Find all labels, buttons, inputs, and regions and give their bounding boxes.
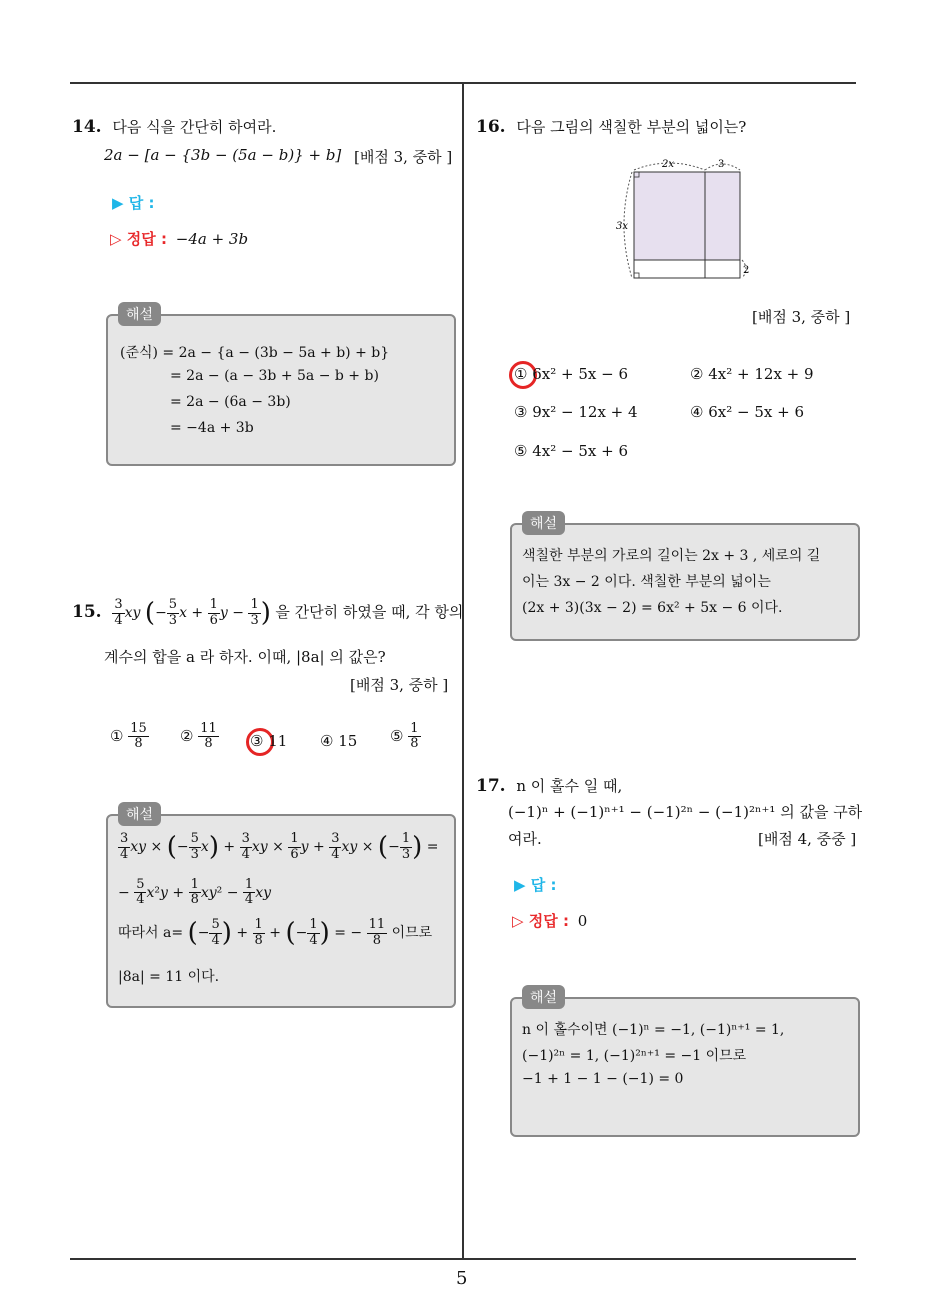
q17-header [476,775,622,796]
q15-prompt-line2: 계수의 합을 a 라 하자. 이때, |8a| 의 값은? [104,648,386,666]
q17-solution-tag: 해설 [522,985,565,1009]
q16-figure [612,152,762,282]
q17-expression: (−1)ⁿ + (−1)ⁿ⁺¹ − (−1)²ⁿ − (−1)²ⁿ⁺¹ 의 값을 구하 [508,803,863,821]
q14-prompt: 다음 식을 간단히 하여라. [112,118,277,136]
q16-label-2x: 2x [662,159,675,170]
q14-correct-value: −4a + 3b [175,230,249,248]
q15-number: 15. [72,602,102,622]
q16-solution-line-2: 이는 3x − 2 이다. 색칠한 부분의 넓이는 [522,574,771,590]
q17-solution-line-3: −1 + 1 − 1 − (−1) = 0 [522,1071,684,1087]
q17-number: 17. [476,776,506,796]
q17-solution-line-1: n 이 홀수이면 (−1)ⁿ = −1, (−1)ⁿ⁺¹ = 1, [522,1022,785,1038]
q15-solution-tag: 해설 [118,802,161,826]
q15-solution-line-4: |8a| = 11 이다. [118,969,220,985]
q16-label-3x: 3x [616,221,629,232]
q16-solution-line-1: 색칠한 부분의 가로의 길이는 2x + 3 , 세로의 길 [522,548,821,564]
q14-solution-line-3: = 2a − (6a − 3b) [170,394,291,410]
q14-solution-line-1: (준식) = 2a − {a − (3b − 5a + b) + b} [120,345,390,361]
q14-answer-label: ▶ 답 : [112,194,155,212]
q15-choice-3[interactable]: ③ 11 [250,732,288,750]
q17-solution-line-2: (−1)²ⁿ = 1, (−1)²ⁿ⁺¹ = −1 이므로 [522,1048,747,1064]
q15-solution-line-1: $\frac{3}{4}$ xy × (− $\frac{5}{3}$ x) + $\frac{3}{4}$ xy × $\frac{1}{6}$ y + $\frac{3}{4}$ xy × (− $\frac{1}{3}$ ) = [120,831,439,862]
q16-shaded-region [634,172,740,260]
q16-prompt: 다음 그림의 색칠한 부분의 넓이는? [516,118,747,136]
q17-prompt-line3: 여라. [508,830,542,848]
q17-answer-label: ▶ 답 : [514,876,557,894]
q14-expression: 2a − [a − {3b − (5a − b)} + b] [104,146,342,164]
q16-choice-2[interactable]: ② 4x² + 12x + 9 [690,365,814,383]
q15-choice-5[interactable]: ⑤ $\frac{1}{8}$ [390,721,419,752]
q16-header [476,116,746,137]
q14-solution-box [106,314,456,466]
q16-choice-3[interactable]: ③ 9x² − 12x + 4 [514,403,638,421]
q16-choice-1[interactable]: ① 6x² + 5x − 6 [514,365,629,383]
q16-choice-4[interactable]: ④ 6x² − 5x + 6 [690,403,805,421]
page-number: 5 [456,1268,468,1289]
q16-label-2: 2 [743,265,750,276]
q17-prompt: n 이 홀수 일 때, [516,777,623,795]
q17-meta: [배점 4, 중중 ] [758,830,857,848]
q15-choice-2[interactable]: ② $\frac{11}{8}$ [180,721,217,752]
q15-solution-line-3: 따라서 a= (− $\frac{5}{4}$ ) + $\frac{1}{8}$ + (− $\frac{1}{4}$ ) = − $\frac{11}{8}$ 이므로 [118,917,433,948]
q17-correct-value: 0 [577,912,588,930]
q16-label-3: 3 [718,159,725,170]
q15-choice-4[interactable]: ④ 15 [320,732,358,750]
q14-solution-line-4: = −4a + 3b [170,420,254,436]
q16-meta: [배점 3, 중하 ] [752,308,851,326]
column-divider [462,84,464,1260]
q16-number: 16. [476,117,506,137]
q14-header [72,116,276,137]
q17-correct [512,910,587,931]
q17-correct-label: ▷ 정답 : [512,912,569,930]
q16-choice-5[interactable]: ⑤ 4x² − 5x + 6 [514,442,629,460]
q15-prompt: 을 간단히 하였을 때, 각 항의 [275,603,464,621]
q14-solution-line-2: = 2a − (a − 3b + 5a − b + b) [170,368,379,384]
q15-meta: [배점 3, 중하 ] [350,676,449,694]
q15-solution-line-2: − $\frac{5}{4}$ x²y + $\frac{1}{8}$ xy² − $\frac{1}{4}$ xy [118,877,271,908]
bottom-rule [70,1258,856,1260]
q14-meta: [배점 3, 중하 ] [354,148,453,166]
q14-correct [110,228,248,249]
q15-header [72,598,463,628]
q16-solution-tag: 해설 [522,511,565,535]
q14-number: 14. [72,117,102,137]
q16-solution-line-3: (2x + 3)(3x − 2) = 6x² + 5x − 6 이다. [522,600,783,616]
q15-choice-1[interactable]: ① $\frac{15}{8}$ [110,721,147,752]
q15-expression: $\frac{3}{4}$ xy (− $\frac{5}{3}$ x + $\frac{1}{6}$ y − $\frac{1}{3}$ ) [114,597,271,628]
q14-correct-label: ▷ 정답 : [110,230,167,248]
q14-solution-tag: 해설 [118,302,161,326]
q17-solution-box [510,997,860,1137]
